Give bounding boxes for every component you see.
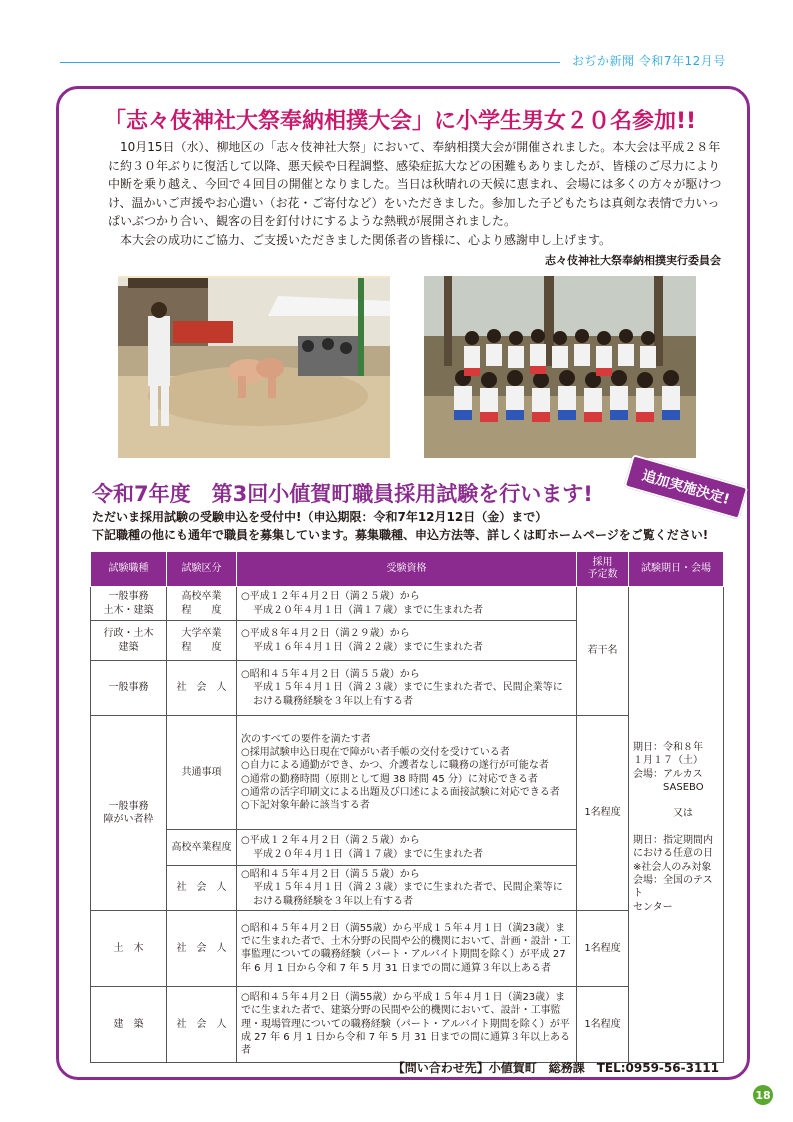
qualification-cell xyxy=(237,830,577,866)
qualification-line: ○昭和４５年４月２日（満５５歳）から xyxy=(241,669,420,681)
job-type-cell: 建 築 xyxy=(91,986,167,1062)
qualification-cell: ○昭和４５年４月２日（満55歳）から平成１５年４月１日（満23歳）までに生まれた者で、建築分野の民間や公的機関において、設計・工事監理・現場管理についての職務経験（パート・アルバイト期間を除く）が平成 27 年 6 月 1 日から令和 7 年 5 月 31 日までの間に通算３年以上ある者 xyxy=(237,986,577,1062)
qualification-cell xyxy=(237,661,577,716)
qualification-cell xyxy=(237,621,577,661)
job-type-cell: 一般事務 土木・建築 xyxy=(91,587,167,621)
header-qualification: 受験資格 xyxy=(237,552,577,587)
qualification-cell xyxy=(237,716,577,830)
header-hiring-count: 採用 予定数 xyxy=(577,552,629,587)
hiring-count-cell: 1名程度 xyxy=(577,910,629,986)
requirement-line: ○通常の活字印刷文による出題及び口述による面接試験に対応できる者 xyxy=(241,786,560,798)
qualification-line: 平成２０年４月１日（満１７歳）までに生まれた者 xyxy=(253,604,483,616)
qualification-line: 平成２０年４月１日（満１７歳）までに生まれた者 xyxy=(253,848,483,860)
qualification-line: ○平成１２年４月２日（満２５歳）から xyxy=(241,591,420,603)
schedule-cell xyxy=(629,587,724,1063)
qualification-line: 平成１５年４月１日（満２３歳）までに生まれた者で、民間企業等における職務経験を３年以上有する者 xyxy=(253,682,563,707)
article-title-sumo: 「志々伎神社大祭奉納相撲大会」に小学生男女２０名参加!! xyxy=(103,109,697,134)
hiring-count-cell: 1名程度 xyxy=(577,986,629,1062)
children-group-photo xyxy=(424,276,696,458)
application-period-notice: ただいま採用試験の受験申込を受付中!（申込期限：令和7年12月12日（金）まで） xyxy=(92,510,548,524)
header-schedule: 試験期日・会場 xyxy=(629,552,724,587)
newsletter-header: おぢか新聞 令和7年12月号 xyxy=(572,54,726,68)
qualification-cell xyxy=(237,587,577,621)
requirement-line: 次のすべての要件を満たす者 xyxy=(241,733,371,745)
qualification-line: ○昭和４５年４月２日（満５５歳）から xyxy=(241,869,420,880)
article-body-sumo xyxy=(108,138,724,250)
category-cell: 高校卒業 程 度 xyxy=(167,587,237,621)
category-cell: 共通事項 xyxy=(167,716,237,830)
job-type-cell: 一般事務 xyxy=(91,661,167,716)
paragraph: 本大会の成功にご協力、ご支援いただきました関係者の皆様に、心より感謝申し上げます。 xyxy=(120,232,612,247)
qualification-line: 平成１６年４月１日（満２２歳）までに生まれた者 xyxy=(253,641,483,653)
category-cell: 社 会 人 xyxy=(167,866,237,911)
category-cell: 社 会 人 xyxy=(167,986,237,1062)
qualification-line: ○平成１２年４月２日（満２５歳）から xyxy=(241,835,420,847)
category-cell: 大学卒業 程 度 xyxy=(167,621,237,661)
requirement-line: ○通常の勤務時間（原則として週 38 時間 45 分）に対応できる者 xyxy=(241,773,538,785)
contact-info: 【問い合わせ先】小値賀町 総務課 TEL:0959-56-3111 xyxy=(392,1061,719,1075)
page-number: 18 xyxy=(753,1085,773,1105)
category-cell: 社 会 人 xyxy=(167,661,237,716)
requirement-line: ○採用試験申込日現在で障がい者手帳の交付を受けている者 xyxy=(241,746,510,758)
hiring-count-cell: 1名程度 xyxy=(577,716,629,911)
job-type-cell: 一般事務 障がい者枠 xyxy=(91,716,167,911)
category-cell: 社 会 人 xyxy=(167,910,237,986)
category-cell: 高校卒業程度 xyxy=(167,830,237,866)
article-title-recruitment: 令和7年度 第3回小値賀町職員採用試験を行います! xyxy=(92,482,593,506)
year-round-recruitment-notice: 下記職種の他にも通年で職員を募集しています。募集職種、申込方法等、詳しくは町ホームページをご覧ください! xyxy=(92,528,709,542)
qualification-line: ○平成８年４月２日（満２９歳）から xyxy=(241,628,410,640)
sumo-match-photo xyxy=(118,276,390,458)
table-header-row xyxy=(91,552,724,587)
requirement-line: ○自力による通勤ができ、かつ、介護者なしに職務の遂行が可能な者 xyxy=(241,760,549,772)
recruitment-table xyxy=(90,551,724,1063)
header-category: 試験区分 xyxy=(167,552,237,587)
qualification-cell xyxy=(237,866,577,911)
requirement-line: ○下記対象年齢に該当する者 xyxy=(241,800,370,812)
qualification-line: 平成１５年４月１日（満２３歳）までに生まれた者で、民間企業等における職務経験を３年以上有する者 xyxy=(253,882,563,907)
header-rule xyxy=(60,62,560,63)
hiring-count-cell: 若干名 xyxy=(577,587,629,716)
job-type-cell: 行政・土木 建築 xyxy=(91,621,167,661)
schedule-text: 期日：令和８年 １月１７（土） 会場：アルカス SASEBO 又は 期日：指定期間内 における任意の日 ※社会人のみ対象 会場：全国のテスト センター xyxy=(633,742,713,913)
table-row xyxy=(91,587,724,621)
job-type-cell: 土 木 xyxy=(91,910,167,986)
qualification-cell: ○昭和４５年４月２日（満55歳）から平成１５年４月１日（満23歳）までに生まれた者で、土木分野の民間や公的機関において、計画・設計・工事監理についての職務経験（パート・アルバイト期間を除く）が平成 27 年 6 月 1 日から令和 7 年 5 月 31 日までの間に通算３年以上ある者 xyxy=(237,910,577,986)
article-signature: 志々伎神社大祭奉納相撲実行委員会 xyxy=(545,254,721,267)
additional-exam-badge: 追加実施決定! xyxy=(624,454,749,520)
header-job-type: 試験職種 xyxy=(91,552,167,587)
paragraph: 10月15日（水）、柳地区の「志々伎神社大祭」において、奉納相撲大会が開催されました。本大会は平成２８年に約３０年ぶりに復活して以降、悪天候や日程調整、感染症拡大などの困難もありましたが、皆様のご尽力により中断を乗り越え、今回で４回目の開催となりました。当日は秋晴れの天候に恵まれ、会場には多くの方々が駆けつけ、温かいご声援やお心遣い（お花・ご寄付など）をいただきました。参加した子どもたちは真剣な表情で力いっぱいぶつかり合い、観客の目を釘付けにするような熱戦が展開されました。 xyxy=(108,140,722,229)
